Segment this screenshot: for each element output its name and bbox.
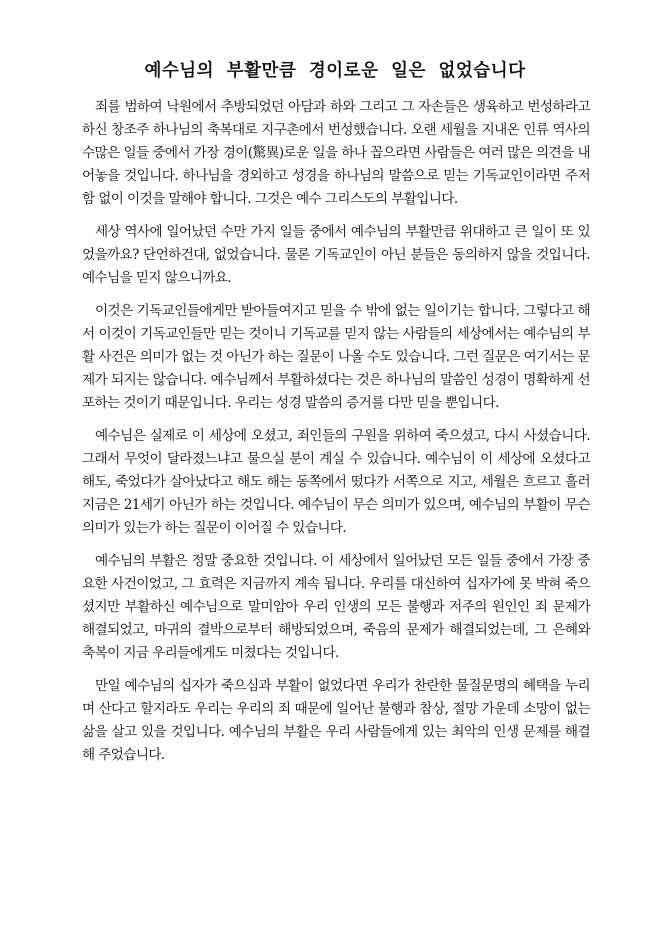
paragraph-5: 예수님의 부활은 정말 중요한 것입니다. 이 세상에서 일어났던 모든 일들 중에서 가장 중요한 사건이었고, 그 효력은 지금까지 계속 됩니다. 우리를 대신하여 십자가에 못 박혀 죽으셨지만 부활하신 예수님으로 말미암아 우리 인생의 모든 불행과 저주의 원인인 죄 문제가 해결되었고, 마귀의 결박으로부터 해방되었으며, 죽음의 문제가 해결되었는데, 그 은혜와 축복이 지금 우리들에게도 미쳤다는 것입니다.: [82, 553, 590, 661]
paragraph-6: 만일 예수님의 십자가 죽으심과 부활이 없었다면 우리가 찬란한 물질문명의 혜택을 누리며 산다고 할지라도 우리는 우리의 죄 때문에 일어난 불행과 참상, 절망 가운데 소망이 없는 삶을 살고 있을 것입니다. 예수님의 부활은 우리 사람들에게 있는 최악의 인생 문제를 해결해 주었습니다.: [82, 678, 590, 763]
paragraph-2: 세상 역사에 일어났던 수만 가지 일들 중에서 예수님의 부활만큼 위대하고 큰 일이 또 있었을까요? 단언하건대, 없었습니다. 물론 기독교인이 아닌 분들은 동의하지 않을 것입니다. 예수님을 믿지 않으니까요.: [82, 224, 590, 286]
paragraph-4: 예수님은 실제로 이 세상에 오셨고, 죄인들의 구원을 위하여 죽으셨고, 다시 사셨습니다. 그래서 무엇이 달라졌느냐고 물으실 분이 계실 수 있습니다. 예수님이 이 세상에 오셨다고 해도, 죽었다가 살아났다고 해도 해는 동쪽에서 떴다가 서쪽으로 지고, 세월은 흐르고 흘러 지금은 21세기 아닌가 하는 것입니다. 예수님이 무슨 의미가 있으며, 예수님의 부활이 무슨 의미가 있는가 하는 질문이 이어질 수 있습니다.: [82, 428, 590, 536]
paragraph-1: 죄를 범하여 낙원에서 추방되었던 아담과 하와 그리고 그 자손들은 생육하고 번성하라고 하신 창조주 하나님의 축복대로 지구촌에서 번성했습니다. 오랜 세월을 지내온 인류 역사의 수많은 일들 중에서 가장 경이(驚異)로운 일을 하나 꼽으라면 사람들은 여러 많은 의견을 내어놓을 것입니다. 하나님을 경외하고 성경을 하나님의 말씀으로 믿는 기독교인이라면 주저함 없이 이것을 말해야 합니다. 그것은 예수 그리스도의 부활입니다.: [82, 99, 590, 207]
document-title: 예수님의 부활만큼 경이로운 일은 없었습니다: [144, 61, 526, 81]
document-body: [82, 96, 590, 777]
paragraph-3: 이것은 기독교인들에게만 받아들여지고 믿을 수 밖에 없는 일이기는 합니다. 그렇다고 해서 이것이 기독교인들만 믿는 것이니 기독교를 믿지 않는 사람들의 세상에서는 예수님의 부활 사건은 의미가 없는 것 아닌가 하는 질문이 나올 수도 있습니다. 그런 질문은 여기서는 문제가 되지는 않습니다. 예수님께서 부활하셨다는 것은 하나님의 말씀인 성경이 명확하게 선포하는 것이기 때문입니다. 우리는 성경 말씀의 증거를 다만 믿을 뿐입니다.: [82, 303, 590, 411]
